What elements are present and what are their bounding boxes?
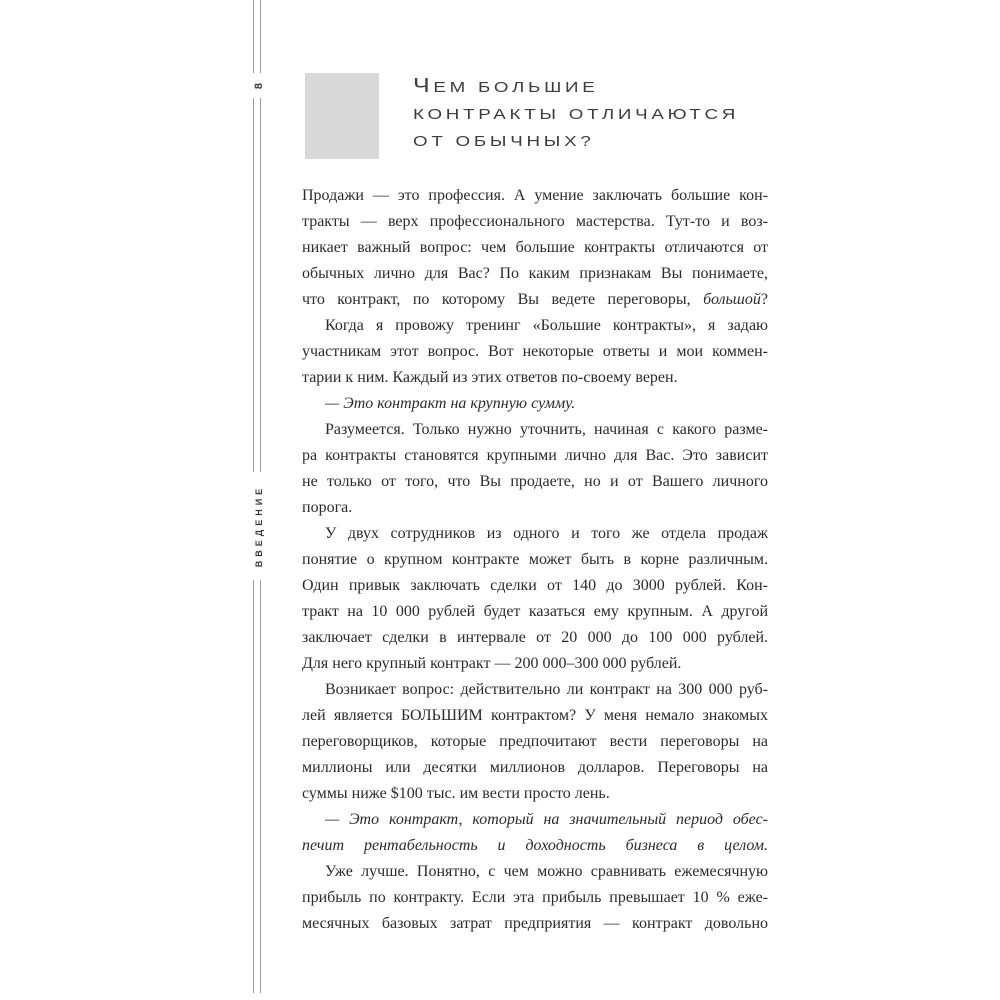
- paragraph: [302, 391, 768, 417]
- paragraph: [302, 183, 768, 313]
- section-side-label: ВВЕДЕНИЕ: [254, 484, 264, 568]
- chapter-title: [413, 73, 773, 155]
- text-line: тракты — верх профессионального мастерства. Тут-то и воз-: [302, 213, 768, 230]
- margin-rule-top: [253, 0, 261, 73]
- chapter-title-line: ОТ ОБЫЧНЫХ?: [413, 133, 595, 150]
- paragraph: [302, 521, 768, 677]
- margin-rule-middle: [253, 98, 261, 472]
- chapter-title-line: ЧЕМ БОЛЬШИЕ: [413, 75, 599, 97]
- text-line: Возникает вопрос: действительно ли контракт на 300 000 руб-: [325, 681, 768, 698]
- paragraph: [302, 807, 768, 859]
- text-line: миллионы или десятки миллионов долларов. Переговоры на: [302, 759, 768, 776]
- text-line: Разумеется. Только нужно уточнить, начиная с какого разме-: [325, 421, 768, 438]
- text-line: суммы ниже $100 тыс. им вести просто лень.: [302, 785, 610, 802]
- text-line: печит рентабельность и доходность бизнеса в целом.: [302, 837, 768, 854]
- text-line: не только от того, что Вы продаете, но и от Вашего личного: [302, 473, 768, 490]
- paragraph: [302, 677, 768, 807]
- chapter-image-placeholder: [305, 73, 379, 159]
- text-line: прибыль по контракту. Если эта прибыль превышает 10 % еже-: [302, 889, 768, 906]
- text-line: лей является БОЛЬШИМ контрактом? У меня немало знакомых: [302, 707, 768, 724]
- text-line: месячных базовых затрат предприятия — контракт довольно: [302, 915, 768, 932]
- text-line: обычных лично для Вас? По каким признакам Вы понимаете,: [302, 265, 768, 282]
- text-line: Продажи — это профессия. А умение заключать большие кон-: [302, 187, 768, 204]
- text-line: участникам этот вопрос. Вот некоторые ответы и мои коммен-: [302, 343, 768, 360]
- paragraph: [302, 313, 768, 391]
- text-line: тарии к ним. Каждый из этих ответов по-своему верен.: [302, 369, 678, 386]
- text-line: никает важный вопрос: чем большие контракты отличаются от: [302, 239, 768, 256]
- text-line: У двух сотрудников из одного и того же отдела продаж: [325, 525, 768, 542]
- text-line: — Это контракт, который на значительный период обес-: [325, 811, 768, 828]
- margin-rule-bottom: [253, 580, 261, 993]
- text-line: тракт на 10 000 рублей будет казаться ему крупным. А другой: [302, 603, 768, 620]
- body-text: [302, 183, 768, 937]
- page-number: 8: [253, 82, 265, 90]
- text-line: понятие о крупном контракте может быть в корне различным.: [302, 551, 768, 568]
- text-line: ра контракты становятся крупными лично для Вас. Это зависит: [302, 447, 768, 464]
- text-line: что контракт, по которому Вы ведете переговоры, большой?: [302, 291, 768, 308]
- chapter-title-line: КОНТРАКТЫ ОТЛИЧАЮТСЯ: [413, 106, 740, 123]
- text-line: порога.: [302, 499, 353, 516]
- text-line: Уже лучше. Понятно, с чем можно сравнивать ежемесячную: [325, 863, 768, 880]
- text-line: заключает сделки в интервале от 20 000 до 100 000 рублей.: [302, 629, 768, 646]
- text-line: переговорщиков, которые предпочитают вести переговоры на: [302, 733, 768, 750]
- text-line: — Это контракт на крупную сумму.: [325, 395, 576, 412]
- text-line: Когда я провожу тренинг «Большие контракты», я задаю: [325, 317, 768, 334]
- text-line: Для него крупный контракт — 200 000–300 000 рублей.: [302, 655, 682, 672]
- text-line: Один привык заключать сделки от 140 до 3000 рублей. Кон-: [302, 577, 768, 594]
- paragraph: [302, 417, 768, 521]
- paragraph: [302, 859, 768, 937]
